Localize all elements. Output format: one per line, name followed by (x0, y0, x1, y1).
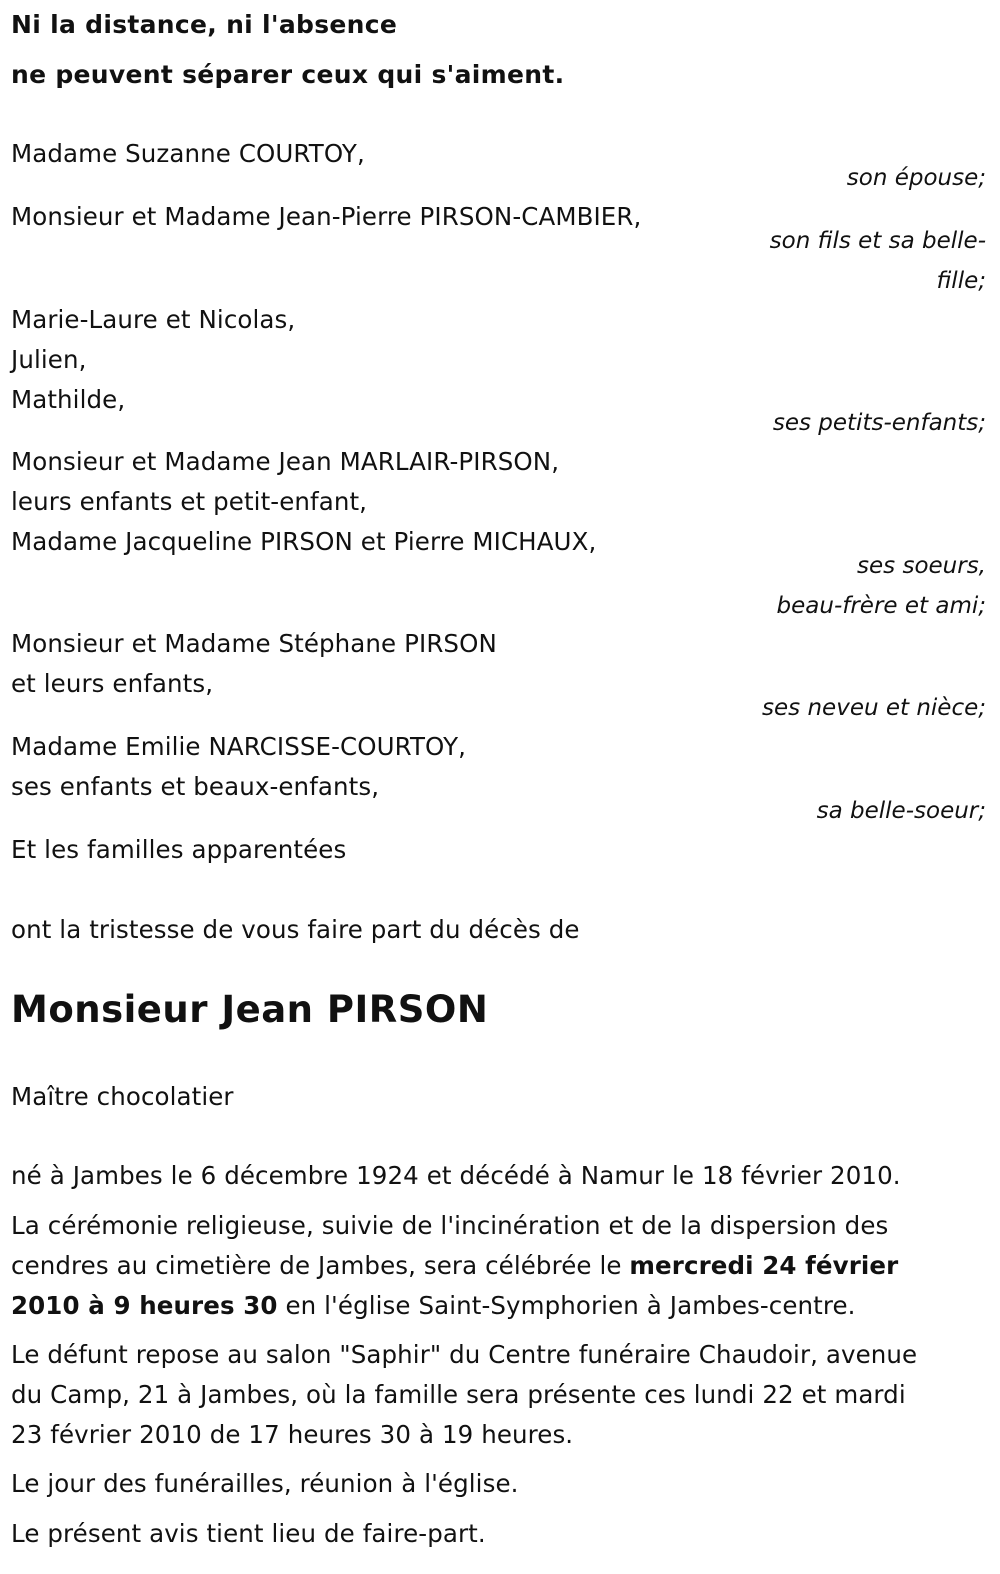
ceremony-location: en l'église Saint-Symphorien à Jambes-centre. (277, 1291, 856, 1320)
deceased-occupation: Maître chocolatier (11, 1082, 234, 1111)
notice: Le présent avis tient lieu de faire-part. (11, 1519, 486, 1548)
family-member: Monsieur et Madame Jean MARLAIR-PIRSON, (11, 447, 560, 476)
family-role: sa belle-soeur; (816, 798, 986, 824)
family-member: Marie-Laure et Nicolas, (11, 305, 296, 334)
family-member: et leurs enfants, (11, 669, 214, 698)
funeral-day: Le jour des funérailles, réunion à l'église. (11, 1469, 519, 1498)
family-role: ses neveu et nièce; (762, 695, 986, 721)
ceremony-date: mercredi 24 février (629, 1251, 899, 1280)
ceremony-time: 2010 à 9 heures 30 (11, 1291, 278, 1320)
family-member: Madame Emilie NARCISSE-COURTOY, (11, 732, 467, 761)
family-role: fille; (936, 268, 986, 294)
family-role: ses petits-enfants; (772, 410, 986, 436)
ceremony-text: cendres au cimetière de Jambes, sera célébrée le (11, 1251, 630, 1280)
announcement: ont la tristesse de vous faire part du décès de (11, 915, 580, 944)
deceased-dates: né à Jambes le 6 décembre 1924 et décédé à Namur le 18 février 2010. (11, 1161, 901, 1190)
family-role: beau-frère et ami; (776, 593, 986, 619)
family-member: Julien, (11, 345, 87, 374)
quote-line-1: Ni la distance, ni l'absence (11, 10, 398, 39)
visitation-line-1: Le défunt repose au salon "Saphir" du Centre funéraire Chaudoir, avenue (11, 1340, 918, 1369)
ceremony-line-2 (11, 1251, 898, 1281)
family-member: leurs enfants et petit-enfant, (11, 487, 368, 516)
family-member: Monsieur et Madame Stéphane PIRSON (11, 629, 497, 658)
family-role: son fils et sa belle- (769, 228, 986, 254)
ceremony-line-1: La cérémonie religieuse, suivie de l'incinération et de la dispersion des (11, 1211, 889, 1240)
family-member: Mathilde, (11, 385, 126, 414)
visitation-line-3: 23 février 2010 de 17 heures 30 à 19 heures. (11, 1420, 574, 1449)
family-member: Madame Suzanne COURTOY, (11, 139, 365, 168)
families-line: Et les familles apparentées (11, 835, 347, 864)
ceremony-line-3 (11, 1291, 856, 1321)
visitation-line-2: du Camp, 21 à Jambes, où la famille sera présente ces lundi 22 et mardi (11, 1380, 906, 1409)
family-role: ses soeurs, (857, 553, 986, 579)
deceased-name: Monsieur Jean PIRSON (11, 988, 489, 1031)
family-member: Madame Jacqueline PIRSON et Pierre MICHAUX, (11, 527, 597, 556)
quote-line-2: ne peuvent séparer ceux qui s'aiment. (11, 60, 565, 89)
family-member: Monsieur et Madame Jean-Pierre PIRSON-CAMBIER, (11, 202, 642, 231)
family-member: ses enfants et beaux-enfants, (11, 772, 380, 801)
family-role: son épouse; (846, 165, 986, 191)
